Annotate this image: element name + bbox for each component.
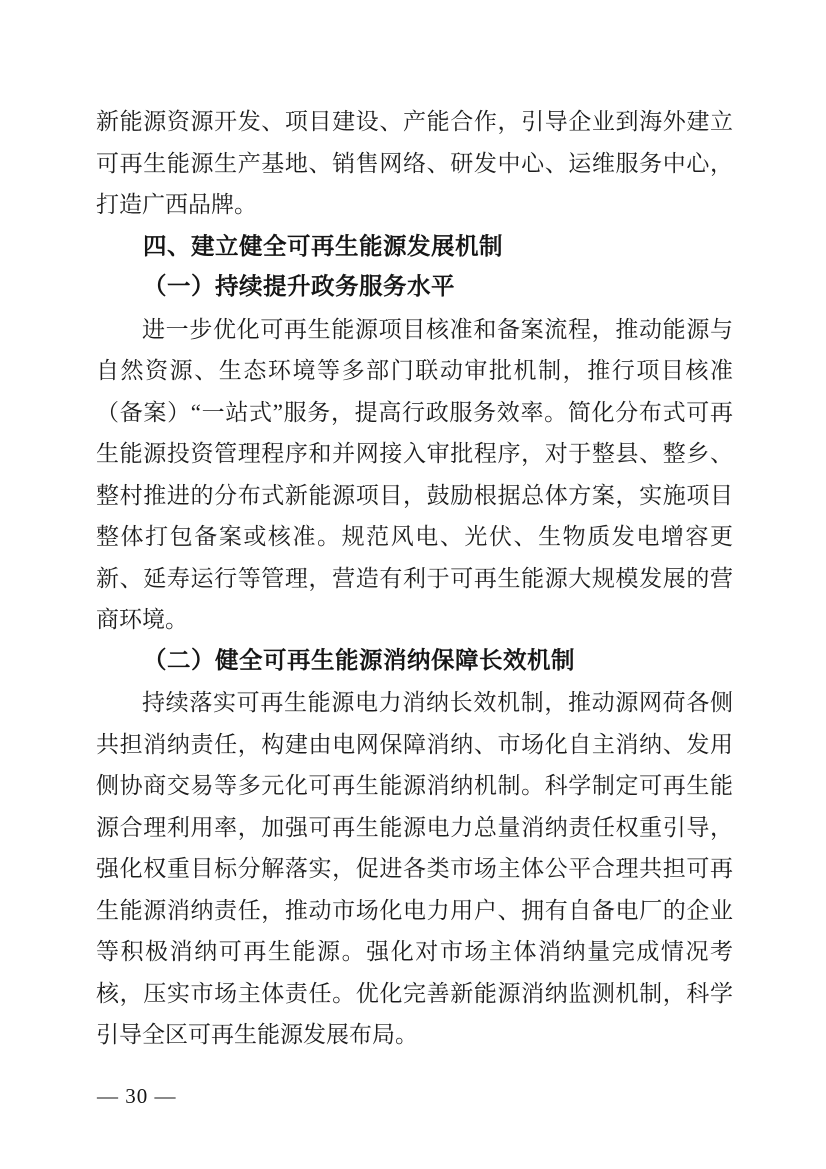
subsection-2-paragraph: 持续落实可再生能源电力消纳长效机制，推动源网荷各侧共担消纳责任，构建由电网保障消纳、市场化自主消纳、发用侧协商交易等多元化可再生能源消纳机制。科学制定可再生能源合理利用率，加强可再生能源电力总量消纳责任权重引导，强化权重目标分解落实，促进各类市场主体公平合理共担可再生能源消纳责任，推动市场化电力用户、拥有自备电厂的企业等积极消纳可再生能源。强化对市场主体消纳量完成情况考核，压实市场主体责任。优化完善新能源消纳监测机制，科学引导全区可再生能源发展布局。	[96, 690, 733, 1047]
subsection-1-paragraph: 进一步优化可再生能源项目核准和备案流程，推动能源与自然资源、生态环境等多部门联动审批机制，推行项目核准（备案）“一站式”服务，提高行政服务效率。简化分布式可再生能源投资管理程序和并网接入审批程序，对于整县、整乡、整村推进的分布式新能源项目，鼓励根据总体方案，实施项目整体打包备案或核准。规范风电、光伏、生物质发电增容更新、延寿运行等管理，营造有利于可再生能源大规模发展的营商环境。	[96, 316, 733, 632]
section-heading: 四、建立健全可再生能源发展机制	[143, 232, 503, 259]
subsection-1-heading: （一）持续提升政务服务水平	[143, 274, 455, 300]
continuation-paragraph: 新能源资源开发、项目建设、产能合作，引导企业到海外建立可再生能源生产基地、销售网络、研发中心、运维服务中心，打造广西品牌。	[96, 109, 733, 217]
subsection-2-heading: （二）健全可再生能源消纳保障长效机制	[143, 647, 575, 674]
document-body	[96, 101, 733, 1056]
page-number: — 30 —	[97, 1084, 177, 1108]
